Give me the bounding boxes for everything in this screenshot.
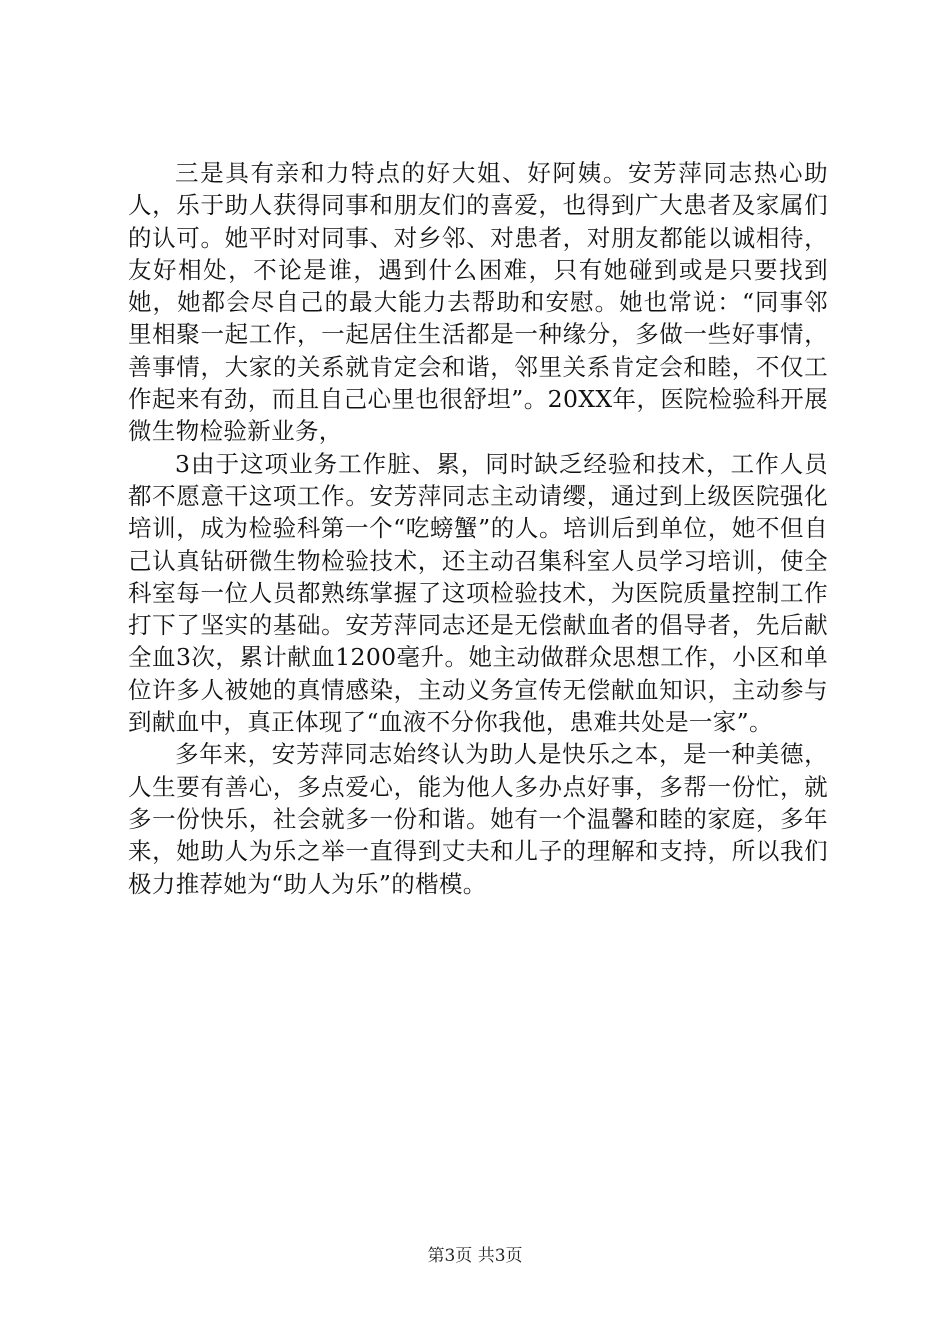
page-number-footer: 第3页 共3页 [427, 1246, 523, 1266]
paragraph-2: 3由于这项业务工作脏、累，同时缺乏经验和技术，工作人员都不愿意干这项工作。安芳萍同志主动请缨，通过到上级医院强化培训，成为检验科第一个“吃螃蟹”的人。培训后到单位，她不但自己认真钻研微生物检验技术，还主动召集科室人员学习培训，使全科室每一位人员都熟练掌握了这项检验技术，为医院质量控制工作打下了坚实的基础。安芳萍同志还是无偿献血者的倡导者，先后献全血3次，累计献血1200毫升。她主动做群众思想工作，小区和单位许多人被她的真情感染，主动义务宣传无偿献血知识，主动参与到献血中，真正体现了“血液不分你我他，患难共处是一家”。 [128, 449, 828, 737]
paragraph-1: 三是具有亲和力特点的好大姐、好阿姨。安芳萍同志热心助人，乐于助人获得同事和朋友们的喜爱，也得到广大患者及家属们的认可。她平时对同事、对乡邻、对患者，对朋友都能以诚相待，友好相处，不论是谁，遇到什么困难，只有她碰到或是只要找到她，她都会尽自己的最大能力去帮助和安慰。她也常说：“同事邻里相聚一起工作，一起居住生活都是一种缘分，多做一些好事情，善事情，大家的关系就肯定会和谐，邻里关系肯定会和睦，不仅工作起来有劲，而且自己心里也很舒坦”。20XX年，医院检验科开展微生物检验新业务， [128, 159, 828, 446]
paragraph-3: 多年来，安芳萍同志始终认为助人是快乐之本，是一种美德，人生要有善心，多点爱心，能为他人多办点好事，多帮一份忙，就多一份快乐，社会就多一份和谐。她有一个温馨和睦的家庭，多年来，她助人为乐之举一直得到丈夫和儿子的理解和支持，所以我们极力推荐她为“助人为乐”的楷模。 [128, 740, 828, 898]
document-body [128, 157, 828, 900]
